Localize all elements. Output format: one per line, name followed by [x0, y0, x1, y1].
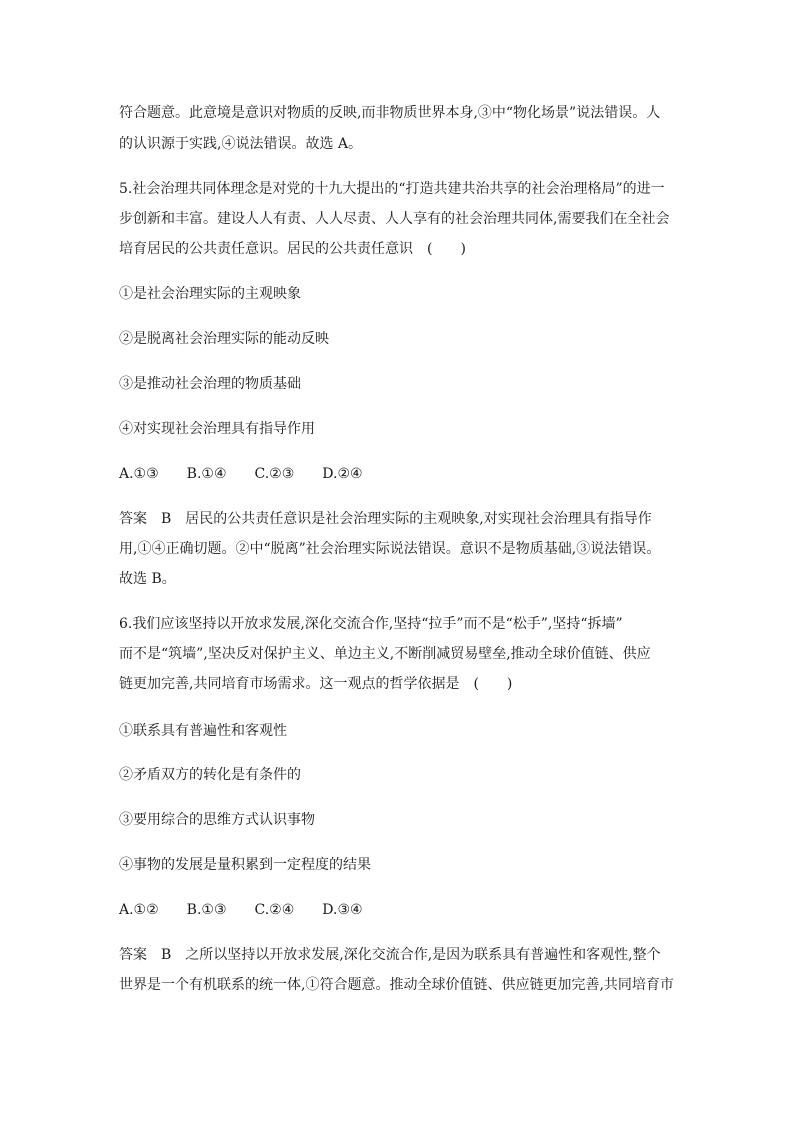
question-6-option: ③要用综合的思维方式认识事物	[119, 812, 315, 828]
question-6-stem: 而不是“筑墙”,坚决反对保护主义、单边主义,不断削减贸易壁垒,推动全球价值链、供应	[119, 646, 651, 662]
question-6-choices: A.①② B.①③ C.②④ D.③④	[119, 902, 363, 918]
question-5-choices: A.①③ B.①④ C.②③ D.②④	[119, 466, 363, 482]
question-6-option: ②矛盾双方的转化是有条件的	[119, 767, 301, 783]
question-5-stem: 5.社会治理共同体理念是对党的十九大提出的“打造共建共治共享的社会治理格局”的进一	[119, 181, 665, 197]
question-5-option: ③是推动社会治理的物质基础	[119, 376, 301, 392]
question-6-stem: 链更加完善,共同培育市场需求。这一观点的哲学依据是 ( )	[119, 676, 513, 692]
question-6-stem: 6.我们应该坚持以开放求发展,深化交流合作,坚持“拉手”而不是“松手”,坚持“拆墙”	[119, 616, 623, 632]
question-5-stem: 步创新和丰富。建设人人有责、人人尽责、人人享有的社会治理共同体,需要我们在全社会	[119, 211, 670, 227]
question-6-option: ①联系具有普遍性和客观性	[119, 723, 287, 739]
question-5-stem: 培育居民的公共责任意识。居民的公共责任意识 ( )	[119, 241, 466, 257]
text-line: 的认识源于实践,④说法错误。故选 A。	[119, 136, 363, 152]
question-5-answer: 故选 B。	[119, 571, 176, 587]
text-line: 符合题意。此意境是意识对物质的反映,而非物质世界本身,③中“物化场景”说法错误。人	[119, 105, 661, 121]
question-5-answer: 答案 B 居民的公共责任意识是社会治理实际的主观映象,对实现社会治理具有指导作	[119, 511, 652, 527]
question-6-option: ④事物的发展是量积累到一定程度的结果	[119, 857, 371, 873]
question-5-option: ②是脱离社会治理实际的能动反映	[119, 331, 329, 347]
question-6-answer: 世界是一个有机联系的统一体,①符合题意。推动全球价值链、供应链更加完善,共同培育市	[119, 977, 674, 993]
question-5-option: ④对实现社会治理具有指导作用	[119, 421, 315, 437]
question-5-answer: 用,①④正确切题。②中“脱离”社会治理实际说法错误。意识不是物质基础,③说法错误。	[119, 541, 661, 557]
question-5-option: ①是社会治理实际的主观映象	[119, 286, 301, 302]
question-6-answer: 答案 B 之所以坚持以开放求发展,深化交流合作,是因为联系具有普遍性和客观性,整个	[119, 947, 661, 963]
